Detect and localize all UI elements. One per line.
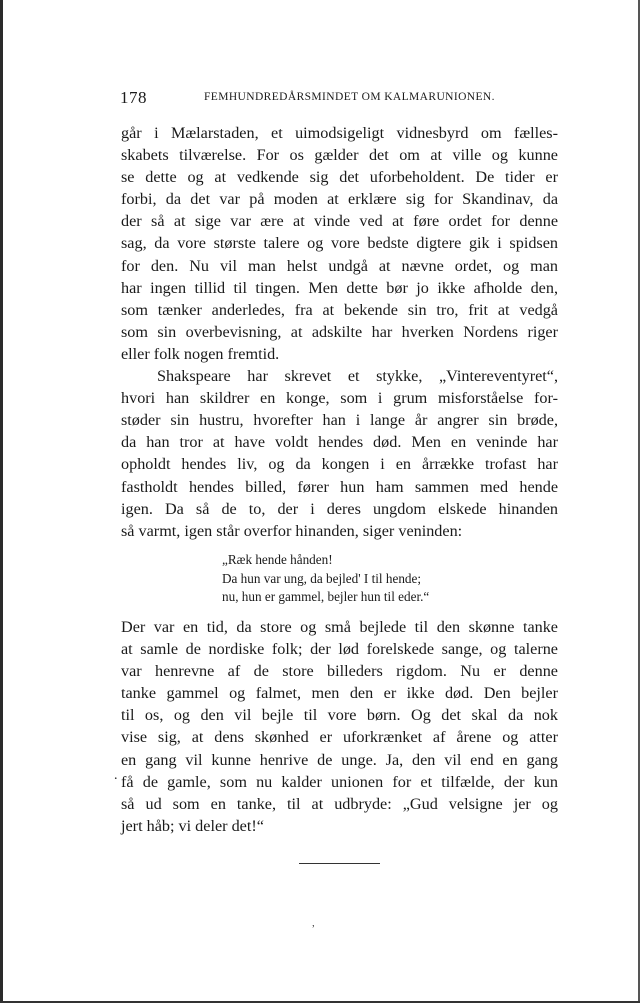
- text-line: sag, da vore største talere og vore bedste digtere gik i spidsen: [121, 234, 558, 253]
- text-line: skabets tilværelse. For os gælder det om at ville og kunne: [121, 146, 558, 165]
- text-line: for den. Nu vil man helst undgå at nævne ordet, og man: [121, 256, 558, 275]
- text-line: eller folk nogen fremtid.: [121, 344, 280, 363]
- text-line: vise sig, at dens skønhed er uforkrænket af årene og atter: [121, 728, 558, 747]
- body-text-lower: [121, 616, 558, 837]
- page-number: 178: [120, 88, 147, 107]
- text-line: igen. Da så de to, der i deres ungdom elskede hinanden: [121, 499, 558, 518]
- text-line: går i Mælarstaden, et uimodsigeligt vidnesbyrd om fælles-: [121, 124, 558, 142]
- text-line: der så at sige var ære at vinde ved at føre ordet for denne: [121, 212, 558, 231]
- text-line: som tænker anderledes, fra at bekende sin tro, frit at vedgå: [121, 300, 558, 319]
- text-line: Der var en tid, da store og små bejlede til den skønne tanke: [121, 618, 558, 636]
- closing-rule: [299, 863, 380, 864]
- text-line: opholdt hendes liv, og da kongen i en årrække trofast har: [121, 455, 558, 474]
- text-line: at samle de nordiske folk; der lød forelskede sange, og talerne: [121, 640, 558, 659]
- text-line: støder sin hustru, hvorefter han i lange år angrer sin brøde,: [121, 411, 558, 430]
- paragraph-3: [121, 616, 558, 837]
- text-line: til os, og den vil bejle til vore børn. Og det skal da nok: [121, 706, 558, 725]
- page-edge-left: [0, 0, 3, 1003]
- body-text-upper: [121, 122, 558, 542]
- ink-speck: ,: [312, 917, 315, 929]
- paragraph-2: [121, 365, 558, 542]
- paragraph-1: [121, 122, 558, 365]
- text-line: se dette og at vedkende sig det uforbeholdent. De tider er: [121, 168, 558, 187]
- verse-quotation: [222, 551, 492, 607]
- text-line: jert håb; vi deler det!“: [121, 816, 264, 835]
- text-line: så varmt, igen står overfor hinanden, siger veninden:: [121, 521, 463, 540]
- text-line: Shakspeare har skrevet et stykke, „Vintereventyret“,: [157, 367, 558, 386]
- text-line: var henrevne af de store billeders rigdom. Nu er denne: [121, 662, 558, 681]
- text-line: tanke gammel og falmet, men den er ikke død. Den bejler: [121, 684, 558, 703]
- verse-line: „Ræk hende hånden!: [222, 552, 333, 567]
- text-line: en gang vil kunne henrive de unge. Ja, den vil end en gang: [121, 750, 558, 769]
- text-line: da han tror at have voldt hendes død. Men en veninde har: [121, 433, 558, 452]
- text-line: har ingen tillid til tingen. Men dette bør jo ikke afholde den,: [121, 278, 558, 297]
- text-line: få de gamle, som nu kalder unionen for et tilfælde, der kun: [121, 772, 558, 791]
- verse-line: nu, hun er gammel, bejler hun til eder.“: [222, 589, 430, 604]
- text-line: fastholdt hendes billed, fører hun ham sammen med hende: [121, 477, 558, 496]
- text-line: hvori han skildrer en konge, som i grum misforståelse for-: [121, 389, 558, 408]
- running-title: FEMHUNDREDÅRSMINDET OM KALMARUNIONEN.: [204, 91, 495, 103]
- verse-line: Da hun var ung, da bejled' I til hende;: [222, 570, 422, 586]
- text-line: så ud som en tanke, til at udbryde: „Gud velsigne jer og: [121, 794, 558, 813]
- page-header: [120, 88, 560, 110]
- text-line: som sin overbevisning, at adskilte har hverken Nordens riger: [121, 322, 558, 341]
- text-line: forbi, da det var på moden at erklære sig for Skandinav, da: [121, 190, 558, 209]
- margin-mark: .: [114, 768, 118, 783]
